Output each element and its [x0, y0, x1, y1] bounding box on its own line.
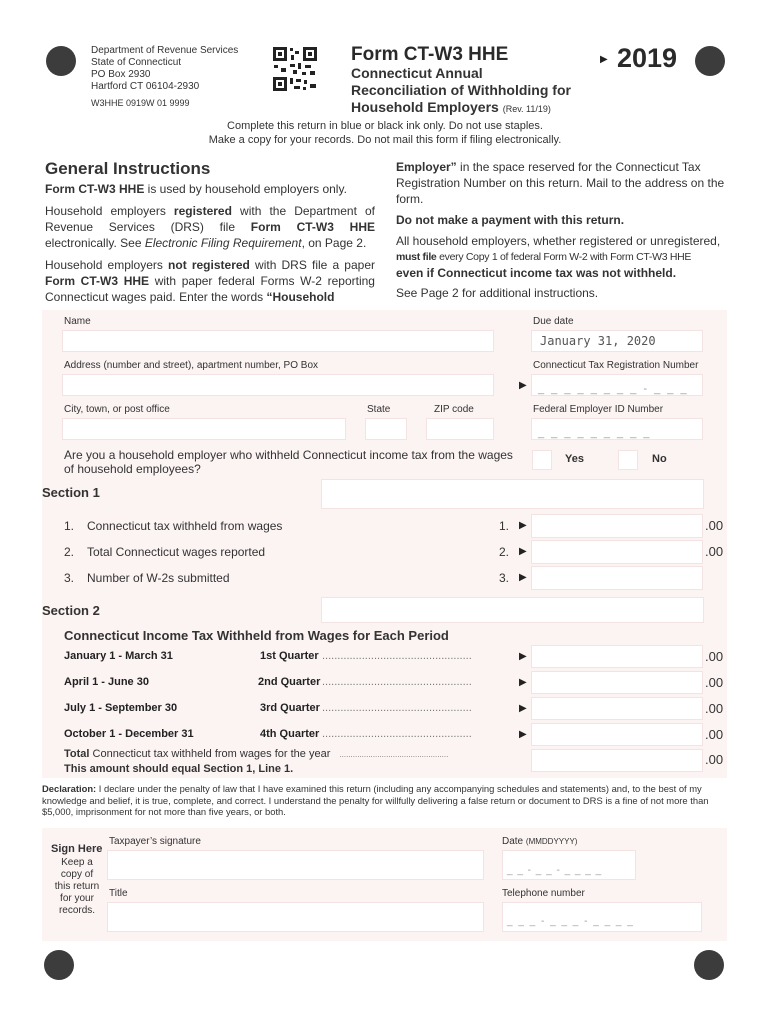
arrow-right-icon: ▶ [519, 729, 527, 740]
line-3-ref: 3. [499, 571, 510, 585]
p2-italic: Electronic Filing Requirement [144, 236, 302, 250]
instructions-left-col [45, 181, 375, 305]
p2-text: electronically. See [45, 236, 145, 250]
revision: (Rev. 11/19) [502, 104, 551, 114]
instructions-p3 [45, 257, 375, 305]
subtitle-3-text: Household Employers [351, 99, 499, 115]
quarter-label: 2nd Quarter [258, 676, 321, 688]
form-subtitle-3 [351, 99, 551, 118]
title-label: Title [109, 888, 128, 899]
arrow-right-icon: ▶ [519, 677, 527, 688]
right-p3 [396, 233, 726, 281]
registration-number-input[interactable] [531, 374, 703, 396]
line-2-cents: .00 [705, 544, 724, 559]
right-p3-bold-line: even if Connecticut income tax was not withheld. [396, 266, 677, 280]
fein-input[interactable] [531, 418, 703, 440]
note-line: this return [54, 881, 100, 892]
agency-address [91, 45, 238, 93]
declaration-bold: Declaration: [42, 783, 97, 794]
p3-text: with paper federal Forms W-2 reporting Connecticut wages paid. Enter the words [45, 274, 375, 304]
qr-code [272, 46, 318, 92]
p1-text: is used by household employers only. [144, 182, 347, 196]
right-p2: Do not make a payment with this return. [396, 213, 625, 227]
total-bold: Total [64, 748, 90, 760]
registration-mark-bottom-right [694, 950, 724, 980]
date-format: (MMDDYYYY) [525, 837, 578, 846]
leader-dots: ................................................. [339, 750, 449, 759]
arrow-right-icon: ▶ [519, 546, 527, 557]
yes-checkbox[interactable] [532, 450, 552, 470]
agency-line: PO Box 2930 [91, 69, 151, 80]
right-p1-text: in the space reserved for the Connecticut Tax Registration Number on this return. Mail to the address on the form. [396, 160, 725, 206]
fein-label: Federal Employer ID Number [533, 404, 664, 415]
name-label: Name [64, 316, 91, 327]
q2-amount-input[interactable] [531, 671, 703, 694]
p2-text: , on Page 2. [301, 236, 367, 250]
due-date-value: January 31, 2020 [540, 334, 656, 348]
q4-cents: .00 [705, 727, 724, 742]
due-date-field [531, 330, 703, 352]
signature-label: Taxpayer’s signature [109, 836, 201, 847]
signature-input[interactable] [107, 850, 484, 880]
total-text: Connecticut tax withheld from wages for the year [89, 748, 331, 760]
leader-dots: ................................................. [322, 728, 472, 740]
line-3-number: 3. [64, 571, 75, 585]
instructions-right-col [396, 159, 726, 301]
arrow-right-icon: ▶ [519, 572, 527, 583]
p2-text: Household employers [45, 204, 174, 218]
right-p3-line [396, 249, 726, 265]
address-input[interactable] [62, 374, 494, 396]
p1-bold: Form CT-W3 HHE [45, 182, 145, 196]
no-checkbox[interactable] [618, 450, 638, 470]
line-3-label: Number of W-2s submitted [87, 571, 230, 585]
p2-bold: Form CT-W3 HHE [250, 220, 375, 234]
section-1-title: Section 1 [42, 485, 100, 500]
total-amount-input[interactable] [531, 749, 703, 772]
section-2-box [321, 597, 704, 623]
registration-label: Connecticut Tax Registration Number [533, 360, 699, 371]
date-mask: _ _ - _ _ - _ _ _ _ [507, 865, 603, 876]
total-cents: .00 [705, 752, 724, 767]
line-1-number: 1. [64, 519, 75, 533]
registration-mark-top-left [46, 46, 76, 76]
note-line: for your [60, 893, 94, 904]
total-row [64, 748, 448, 760]
note-line: copy of [60, 869, 94, 880]
p3-text: Household employers [45, 258, 169, 272]
agency-line: Department of Revenue Services [91, 45, 239, 56]
withholding-question: Are you a household employer who withheld Connecticut income tax from the wages of household employees? [64, 448, 513, 476]
line-2-label: Total Connecticut wages reported [87, 545, 266, 559]
ink-note: Complete this return in blue or black ink only. Do not use staples. [227, 120, 543, 132]
line-2-number: 2. [64, 545, 75, 559]
right-p3-text: All household employers, whether registered or unregistered, [396, 234, 721, 248]
agency-line: Hartford CT 06104-2930 [91, 81, 200, 92]
q1-cents: .00 [705, 649, 724, 664]
p3-bold: “Household [266, 290, 335, 304]
arrow-right-icon: ▶ [519, 651, 527, 662]
total-note: This amount should equal Section 1, Line 1. [64, 763, 294, 775]
p3-bold: not registered [168, 258, 250, 272]
sign-here-title: Sign Here [51, 843, 103, 855]
line-2-ref: 2. [499, 545, 510, 559]
leader-dots: ................................................. [322, 702, 472, 714]
registration-mark-top-right [695, 46, 725, 76]
date-label [502, 836, 577, 847]
section-1-box [321, 479, 704, 509]
line-1-ref: 1. [499, 519, 510, 533]
form-subtitle-1: Connecticut Annual [351, 65, 483, 81]
note-line: records. [58, 905, 96, 916]
line-3-count-input[interactable] [531, 566, 703, 590]
q3-cents: .00 [705, 701, 724, 716]
arrow-right-icon: ▶ [519, 380, 527, 391]
section-2-title: Section 2 [42, 603, 100, 618]
state-input[interactable] [365, 418, 407, 440]
arrow-right-icon: ▶ [519, 520, 527, 531]
zip-input[interactable] [426, 418, 494, 440]
fein-mask: _ _ _ _ _ _ _ _ _ [538, 427, 652, 439]
address-label: Address (number and street), apartment number, PO Box [64, 360, 319, 371]
zip-label: ZIP code [434, 404, 474, 415]
line-1-amount-input[interactable] [531, 514, 703, 538]
right-p3-bold: must file [396, 251, 437, 263]
quarter-period: July 1 - September 30 [64, 702, 178, 714]
section-2-heading: Connecticut Income Tax Withheld from Wages for Each Period [64, 628, 449, 643]
q4-amount-input[interactable] [531, 723, 703, 746]
state-label: State [367, 404, 391, 415]
p2-bold: registered [173, 204, 232, 218]
city-input[interactable] [62, 418, 346, 440]
tax-year: 2019 [617, 43, 678, 73]
q1-amount-input[interactable] [531, 645, 703, 668]
copy-note: Make a copy for your records. Do not mail this form if filing electronically. [208, 134, 562, 146]
quarter-period: April 1 - June 30 [64, 676, 149, 688]
form-code: W3HHE 0919W 01 9999 [91, 98, 190, 108]
quarter-period: October 1 - December 31 [64, 728, 194, 740]
instructions-p1 [45, 181, 375, 197]
phone-input[interactable] [502, 902, 702, 932]
due-date-label: Due date [533, 316, 574, 327]
right-p4: See Page 2 for additional instructions. [396, 286, 599, 300]
q3-amount-input[interactable] [531, 697, 703, 720]
line-1-cents: .00 [705, 518, 724, 533]
instructions-title: General Instructions [45, 159, 211, 178]
right-p1 [396, 159, 726, 207]
quarter-period: January 1 - March 31 [64, 650, 173, 662]
sign-keep-copy-note [50, 857, 104, 917]
declaration-text: I declare under the penalty of law that I have examined this return (including any accompanying schedules and statements) and, to the best of my knowledge and belief, it is true, complete, and correct. I understand the penalty for willfully delivering a false return or document to DRS is a fine of not more than $5,000, imprisonment for not more than five years, or both. [42, 783, 709, 817]
quarter-label: 3rd Quarter [260, 702, 320, 714]
leader-dots: ................................................. [322, 650, 472, 662]
agency-line: State of Connecticut [91, 57, 182, 68]
form-subtitle-2: Reconciliation of Withholding for [351, 82, 571, 98]
yes-label: Yes [565, 453, 584, 465]
city-label: City, town, or post office [64, 404, 170, 415]
arrow-right-icon: ▶ [600, 54, 608, 65]
right-p3-text: every Copy 1 of federal Form W-2 with Form CT-W3 HHE [436, 251, 692, 263]
leader-dots: ................................................. [322, 676, 472, 688]
registration-mark-bottom-left [44, 950, 74, 980]
instructions-p2 [45, 203, 375, 251]
title-input[interactable] [107, 902, 484, 932]
declaration [42, 783, 726, 818]
date-input[interactable] [502, 850, 636, 880]
registration-mask: _ _ _ _ _ _ _ _ - _ _ _ [538, 383, 689, 395]
date-label-text: Date [502, 836, 524, 847]
line-1-label: Connecticut tax withheld from wages [87, 519, 283, 533]
right-p1-bold: Employer” [396, 160, 457, 174]
line-2-amount-input[interactable] [531, 540, 703, 564]
quarter-label: 4th Quarter [260, 728, 320, 740]
q2-cents: .00 [705, 675, 724, 690]
note-line: Keep a [61, 857, 93, 868]
name-input[interactable] [62, 330, 494, 352]
arrow-right-icon: ▶ [519, 703, 527, 714]
p3-bold: Form CT-W3 HHE [45, 274, 150, 288]
no-label: No [652, 453, 667, 465]
p3-text: with DRS file a paper [249, 258, 375, 272]
phone-mask: _ _ _ - _ _ _ - _ _ _ _ [507, 916, 635, 927]
phone-label: Telephone number [502, 888, 585, 899]
quarter-label: 1st Quarter [260, 650, 319, 662]
form-title: Form CT-W3 HHE [351, 44, 509, 65]
p2-text: with the Department of Revenue Services (DRS) file [45, 204, 375, 234]
